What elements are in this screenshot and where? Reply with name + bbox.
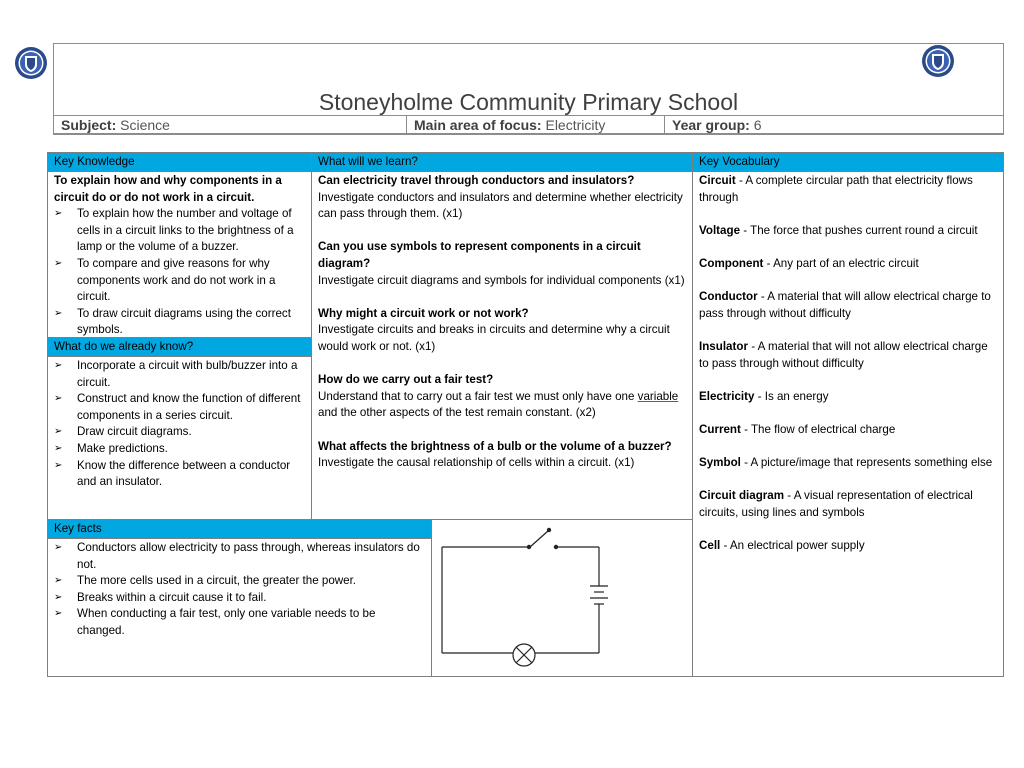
learn-answer: Investigate circuit diagrams and symbols for individual components (x1) <box>318 273 685 287</box>
subject-cell <box>54 116 407 134</box>
learn-question-block <box>318 239 686 289</box>
list-item: ➢ Breaks within a circuit cause it to fail. <box>54 590 425 607</box>
school-crest-left-logo <box>14 46 48 80</box>
list-item: ➢ Conductors allow electricity to pass through, whereas insulators do not. <box>54 540 425 573</box>
learn-answer-part: Understand that to carry out a fair test we must only have one <box>318 389 638 403</box>
learn-answer: Investigate conductors and insulators and determine whether electricity can pass through them. (x1) <box>318 190 683 221</box>
learn-question-block <box>318 372 686 422</box>
learn-answer <box>318 389 686 422</box>
spellcheck-word[interactable]: variable <box>637 389 679 403</box>
learn-question: Can electricity travel through conductors and insulators? <box>318 174 635 187</box>
vocab-term: Component <box>699 256 764 270</box>
list-item: ➢ Incorporate a circuit with bulb/buzzer into a circuit. <box>54 358 305 391</box>
learn-answer: Investigate circuits and breaks in circuits and determine why a circuit would work or not. (x1) <box>318 323 670 353</box>
learn-question-block <box>318 439 686 472</box>
vocab-item-circuit-diagram <box>699 488 997 521</box>
vocab-term: Insulator <box>699 339 748 353</box>
vocab-item-voltage <box>699 223 997 240</box>
learn-question: How do we carry out a fair test? <box>318 373 494 387</box>
list-item: ➢ When conducting a fair test, only one variable needs to be changed. <box>54 606 425 639</box>
focus-value: Electricity <box>545 117 606 133</box>
vocab-definition: - A visual representation of electrical circuits, using lines and symbols <box>699 489 973 519</box>
vocab-item-circuit <box>699 173 997 206</box>
key-knowledge-heading: Key Knowledge <box>48 153 311 172</box>
learn-question: What affects the brightness of a bulb or the volume of a buzzer? <box>318 439 672 453</box>
key-knowledge-section <box>47 152 312 338</box>
vocabulary-section <box>692 152 1004 677</box>
learn-question-block <box>318 173 686 223</box>
list-item: ➢ To compare and give reasons for why components work and do not work in a circuit. <box>54 256 305 306</box>
learn-section <box>311 152 693 520</box>
vocab-item-insulator <box>699 339 997 372</box>
vocabulary-heading: Key Vocabulary <box>693 153 1003 172</box>
learn-question-block <box>318 306 686 356</box>
vocab-term: Electricity <box>699 389 755 403</box>
vocab-term: Current <box>699 422 741 436</box>
learn-question: Can you use symbols to represent components in a circuit diagram? <box>318 240 641 270</box>
subject-label: Subject: <box>61 117 117 133</box>
page-title: Stoneyholme Community Primary School <box>318 89 739 115</box>
focus-cell <box>407 116 665 134</box>
vocab-item-conductor <box>699 289 997 322</box>
already-know-list <box>54 358 305 491</box>
key-knowledge-list <box>54 206 305 339</box>
learn-answer-part: and the other aspects of the test remain constant. (x2) <box>318 406 596 420</box>
list-item: ➢ Know the difference between a conductor and an insulator. <box>54 458 305 491</box>
vocab-term: Cell <box>699 539 721 553</box>
vocab-definition: - An electrical power supply <box>720 539 865 553</box>
vocab-term: Symbol <box>699 456 741 470</box>
year-value: 6 <box>753 117 762 133</box>
circuit-diagram <box>431 520 693 678</box>
info-row <box>53 115 1004 135</box>
list-item: ➢ The more cells used in a circuit, the greater the power. <box>54 573 425 590</box>
vocab-definition: - Any part of an electric circuit <box>763 256 919 270</box>
vocab-definition: - A complete circular path that electricity flows through <box>699 174 973 204</box>
list-item: ➢ To draw circuit diagrams using the correct symbols. <box>54 306 305 339</box>
vocab-definition: - The flow of electrical charge <box>740 422 896 436</box>
already-know-section <box>47 337 312 520</box>
vocab-term: Voltage <box>699 223 741 237</box>
already-know-heading: What do we already know? <box>48 338 311 357</box>
learn-heading: What will we learn? <box>312 153 692 172</box>
list-item: ➢ Construct and know the function of different components in a series circuit. <box>54 391 305 424</box>
key-facts-section <box>47 519 432 677</box>
vocab-item-symbol <box>699 455 997 472</box>
vocab-term: Conductor <box>699 290 758 304</box>
learn-question: Why might a circuit work or not work? <box>318 306 529 320</box>
vocab-definition: - Is an energy <box>754 389 829 403</box>
vocab-term: Circuit <box>699 174 736 187</box>
subject-value: Science <box>120 117 170 133</box>
circuit-diagram-image <box>431 519 693 677</box>
vocab-definition: - A material that will not allow electrical charge to pass through without difficulty <box>699 339 988 370</box>
vocab-item-electricity <box>699 389 997 406</box>
focus-label: Main area of focus: <box>414 117 542 133</box>
vocab-item-component <box>699 256 997 273</box>
vocab-item-cell <box>699 538 997 555</box>
key-facts-heading: Key facts <box>48 520 431 539</box>
key-facts-list <box>54 540 425 640</box>
vocab-term: Circuit diagram <box>699 489 785 503</box>
vocab-definition: - A material that will allow electrical charge to pass through without difficulty <box>699 290 991 320</box>
key-knowledge-intro: To explain how and why components in a circuit do or do not work in a circuit. <box>54 174 282 204</box>
year-cell <box>665 116 1003 134</box>
vocab-item-current <box>699 422 997 439</box>
list-item: ➢ Draw circuit diagrams. <box>54 424 305 441</box>
list-item: ➢ Make predictions. <box>54 441 305 458</box>
vocab-definition: - The force that pushes current round a circuit <box>740 223 978 237</box>
learn-answer: Investigate the causal relationship of cells within a circuit. (x1) <box>318 456 635 470</box>
vocab-definition: - A picture/image that represents something else <box>740 456 993 470</box>
list-item: ➢ To explain how the number and voltage of cells in a circuit links to the brightness of a lamp or the volume of a buzzer. <box>54 206 305 256</box>
year-label: Year group: <box>672 117 750 133</box>
